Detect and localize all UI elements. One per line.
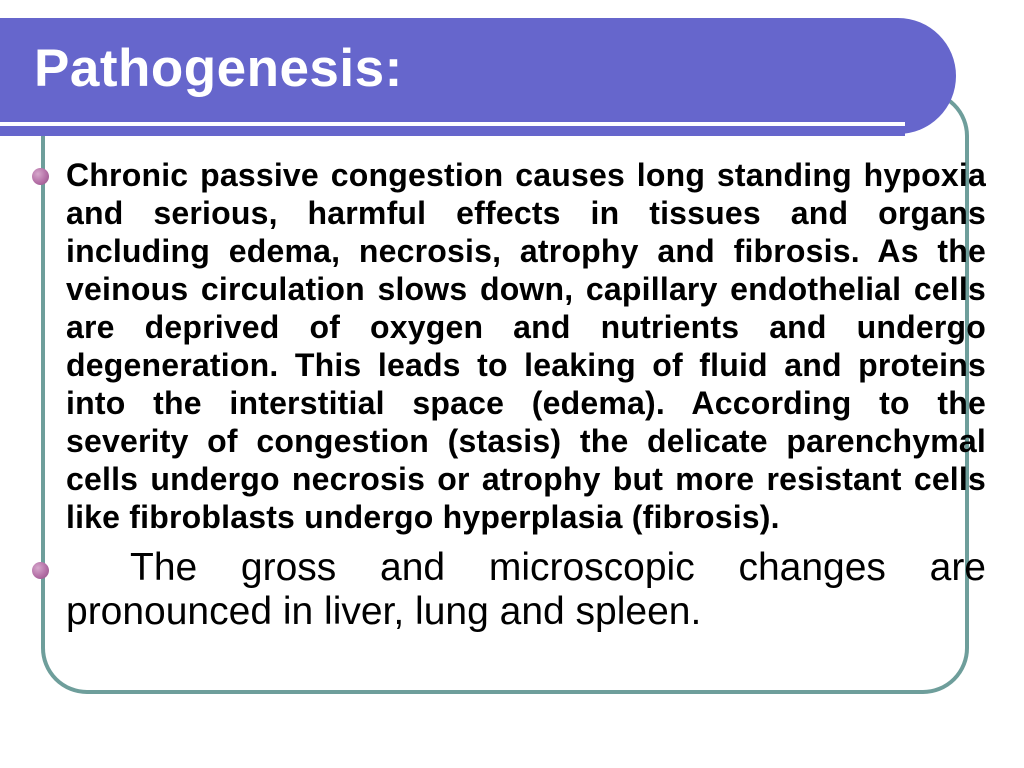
bullet-item bbox=[30, 546, 986, 634]
bullet-item bbox=[30, 156, 986, 536]
slide-title: Pathogenesis: bbox=[34, 39, 403, 98]
bullet-text: The gross and microscopic changes are pronounced in liver, lung and spleen. bbox=[66, 546, 986, 633]
bullet-text: Chronic passive congestion causes long standing hypoxia and serious, harmful effects in tissues and organs including edema, necrosis, atrophy and fibrosis. As the veinous circulation slows down, capillary endothelial cells are deprived of oxygen and nutrients and undergo degeneration. This leads to leaking of fluid and proteins into the interstitial space (edema). According to the severity of congestion (stasis) the delicate parenchymal cells undergo necrosis or atrophy but more resistant cells like fibroblasts undergo hyperplasia (fibrosis). bbox=[66, 157, 986, 535]
bullet-dot-icon bbox=[32, 562, 49, 579]
bullet-list bbox=[30, 156, 986, 634]
title-underline bbox=[0, 128, 905, 136]
title-divider-white bbox=[0, 122, 905, 126]
bullet-dot-icon bbox=[32, 168, 49, 185]
